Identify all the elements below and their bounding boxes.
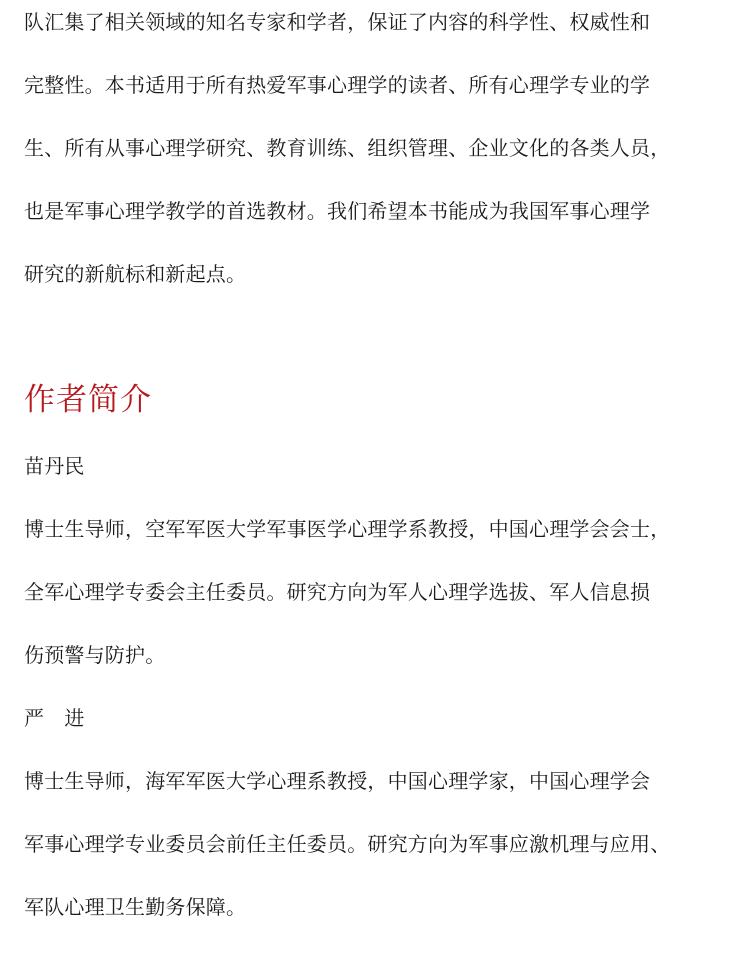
author-name: 苗丹民 [24, 454, 85, 478]
author-list [24, 444, 718, 948]
intro-line: 生、所有从事心理学研究、教育训练、组织管理、企业文化的各类人员， [24, 136, 671, 160]
author-bio-line: 伤预警与防护。 [24, 643, 166, 667]
author-bio-line: 军事心理学专业委员会前任主任委员。研究方向为军事应激机理与应用、 [24, 832, 671, 856]
author-bio [24, 759, 718, 948]
section-heading: 作者简介 [24, 382, 152, 418]
author-bio-line: 博士生导师，海军军医大学心理系教授，中国心理学家，中国心理学会 [24, 769, 651, 793]
intro-line: 研究的新航标和新起点。 [24, 262, 247, 286]
author-bio-line: 全军心理学专委会主任委员。研究方向为军人心理学选拔、军人信息损 [24, 580, 651, 604]
author-bio-line: 军队心理卫生勤务保障。 [24, 895, 247, 919]
author-name: 严 进 [24, 706, 85, 730]
intro-paragraph [24, 0, 718, 315]
document-page [24, 0, 718, 315]
intro-line: 完整性。本书适用于所有热爱军事心理学的读者、所有心理学专业的学 [24, 73, 651, 97]
author-bio-line: 博士生导师，空军军医大学军事医学心理学系教授，中国心理学会会士， [24, 517, 671, 541]
author-bio [24, 507, 718, 696]
intro-line: 队汇集了相关领域的知名专家和学者，保证了内容的科学性、权威性和 [24, 10, 651, 34]
author-entry [24, 444, 718, 696]
intro-line: 也是军事心理学教学的首选教材。我们希望本书能成为我国军事心理学 [24, 199, 651, 223]
author-entry [24, 696, 718, 948]
